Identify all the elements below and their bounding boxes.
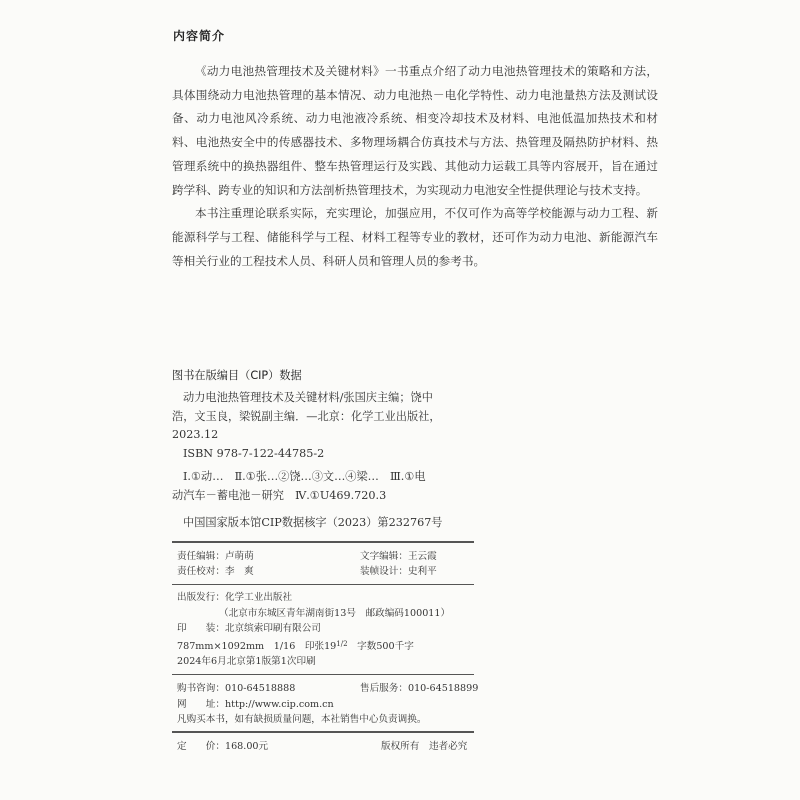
intro-paragraph-1: 《动力电池热管理技术及关键材料》一书重点介绍了动力电池热管理技术的策略和方法，具体围绕动力电池热管理的基本情况、动力电池热－电化学特性、动力电池量热方法及测试设备、动力电池风冷系统、动力电池液冷系统、相变冷却技术及材料、电池低温加热技术和材料、电池热安全中的传感器技术、多物理场耦合仿真技术与方法、热管理及隔热防护材料、热管理系统中的换热器组件、整车热管理运行及实践、其他动力运载工具等内容展开，旨在通过跨学科、跨专业的知识和方法剖析热管理技术，为实现动力电池安全性提供理论与技术支持。: [172, 64, 658, 197]
colophon-rule-4: [172, 731, 474, 733]
buy-label: 购书咨询：: [177, 683, 225, 694]
price-label: 定 价：: [177, 741, 225, 752]
format-text: 787mm×1092mm 1/16 印张19: [177, 640, 337, 652]
text-editor-row: [360, 548, 437, 562]
publisher-address: （北京市东城区青年湖南街13号 邮政编码100011）: [219, 607, 451, 619]
colophon-rule-3: [172, 674, 474, 675]
price-value: 168.00元: [224, 741, 269, 752]
publisher-name: 化学工业出版社: [224, 592, 293, 603]
text-editor-label: 文字编辑：: [360, 551, 408, 562]
buy-phone: 010-64518888: [224, 683, 296, 694]
designer-name: 史利平: [407, 566, 437, 577]
buy-row: [177, 680, 295, 694]
edition-line: 2024年6月北京第1版第1次印刷: [177, 656, 316, 668]
cip-isbn: ISBN 978-7-122-44785-2: [183, 446, 325, 460]
service-row: [360, 680, 478, 694]
publisher-label: 出版发行：: [177, 592, 225, 603]
designer-row: [360, 563, 437, 577]
service-phone: 010-64518899: [407, 683, 479, 694]
price-row: [177, 738, 268, 752]
cip-classification-line-2: 动汽车－蓄电池－研究 Ⅳ.①U469.720.3: [172, 488, 387, 502]
intro-paragraph-2: 本书注重理论联系实际，充实理论，加强应用，不仅可作为高等学校能源与动力工程、新能源科学与工程、储能科学与工程、材料工程等专业的教材，还可作为动力电池、新能源汽车等相关行业的工程技术人员、科研人员和管理人员的参考书。: [172, 206, 658, 268]
text-editor-name: 王云霞: [407, 551, 437, 562]
website-url: http://www.cip.com.cn: [224, 699, 334, 710]
format-wordcount: 字数500千字: [347, 640, 414, 652]
cip-record-line-2: 浩，文玉良，梁锐副主编．—北京：化学工业出版社，: [172, 409, 441, 423]
cip-heading: 图书在版编目（CIP）数据: [172, 369, 302, 382]
format-line: [177, 637, 477, 655]
intro-heading: 内容简介: [173, 29, 226, 43]
cip-classification-line-1: Ⅰ.①动… Ⅱ.①张…②饶…③文…④梁… Ⅲ.①电: [183, 470, 426, 483]
editor-name: 卢萌萌: [224, 551, 254, 562]
proofreader-label: 责任校对：: [177, 566, 225, 577]
cip-verify-number: 中国国家版本馆CIP数据核字（2023）第232767号: [183, 516, 443, 529]
rights-notice: 版权所有 违者必究: [381, 741, 468, 752]
format-fraction: 1/2: [336, 639, 348, 648]
designer-label: 装帧设计：: [360, 566, 408, 577]
editor-label: 责任编辑：: [177, 551, 225, 562]
colophon-top-rule: [172, 541, 474, 543]
editor-row: [177, 548, 254, 562]
printer-label: 印 装：: [177, 623, 225, 635]
cip-record: [172, 389, 472, 533]
proofreader-row: [177, 563, 254, 577]
colophon-rule-2: [172, 584, 474, 585]
publisher-block: [177, 590, 477, 670]
website-row: [177, 696, 334, 710]
website-label: 网 址：: [177, 699, 225, 710]
intro-body: [172, 60, 658, 273]
cip-record-line-3: 2023.12: [172, 428, 219, 441]
printer-line: [177, 621, 477, 637]
cip-record-line-1: 动力电池热管理技术及关键材料/张国庆主编；饶中: [183, 391, 433, 404]
publisher-line: [177, 590, 477, 606]
proofreader-name: 李 爽: [224, 566, 254, 577]
service-label: 售后服务：: [360, 683, 408, 694]
printer-name: 北京缤索印刷有限公司: [224, 623, 321, 635]
quality-notice: 凡购买本书，如有缺损质量问题，本社销售中心负责调换。: [177, 714, 427, 725]
